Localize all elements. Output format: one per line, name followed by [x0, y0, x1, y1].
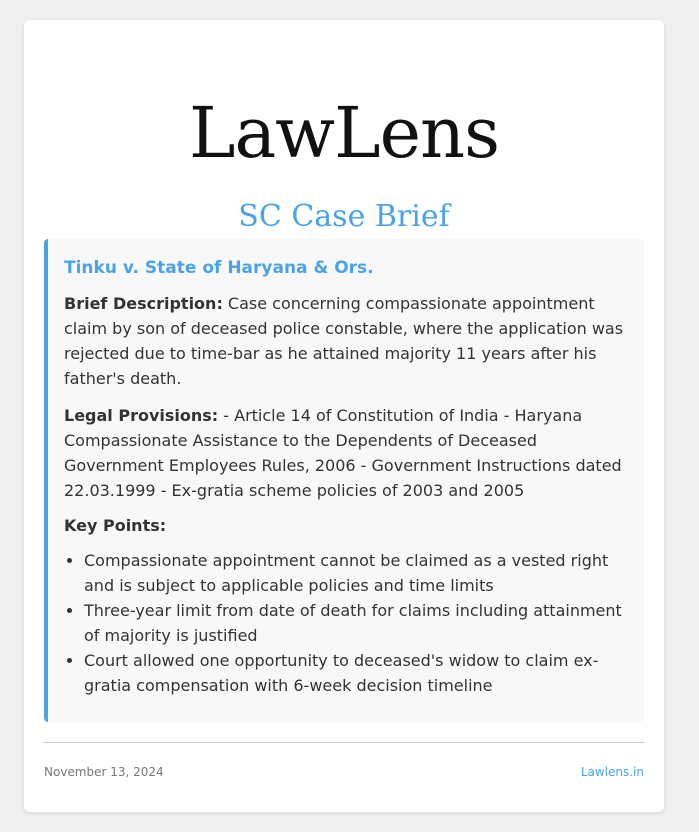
divider — [44, 742, 644, 743]
case-title: Tinku v. State of Haryana & Ors. — [64, 258, 374, 278]
legal-provisions — [64, 403, 628, 503]
subtitle: SC Case Brief — [238, 199, 450, 234]
provisions-text: - Article 14 of Constitution of India - Haryana Compassionate Assistance to the Dependents of Deceased Government Employees Rules, 2006 - Government Instructions dated 22.03.1999 - Ex-gratia scheme policies of 2003 and 2005 — [64, 406, 622, 500]
case-box — [44, 239, 644, 722]
list-item: • Three-year limit from date of death for claims including attainment of majority is justified — [84, 598, 628, 648]
key-points-heading: Key Points: — [64, 516, 167, 535]
brief-label: Brief Description: — [64, 294, 223, 313]
list-item: • Compassionate appointment cannot be claimed as a vested right and is subject to applicable policies and time limits — [84, 548, 628, 598]
brief-text: Case concerning compassionate appointment claim by son of deceased police constable, where the application was rejected due to time-bar as he attained majority 11 years after his father's death. — [64, 294, 624, 388]
logo: LawLens — [188, 92, 500, 174]
footer-date: November 13, 2024 — [44, 765, 164, 779]
key-points-list — [64, 548, 628, 698]
footer-link[interactable]: Lawlens.in — [580, 765, 644, 779]
list-item: • Court allowed one opportunity to deceased's widow to claim ex-gratia compensation with 6-week decision timeline — [84, 648, 628, 698]
brief-card — [24, 20, 664, 812]
provisions-label: Legal Provisions: — [64, 406, 219, 425]
brief-description — [64, 291, 628, 391]
